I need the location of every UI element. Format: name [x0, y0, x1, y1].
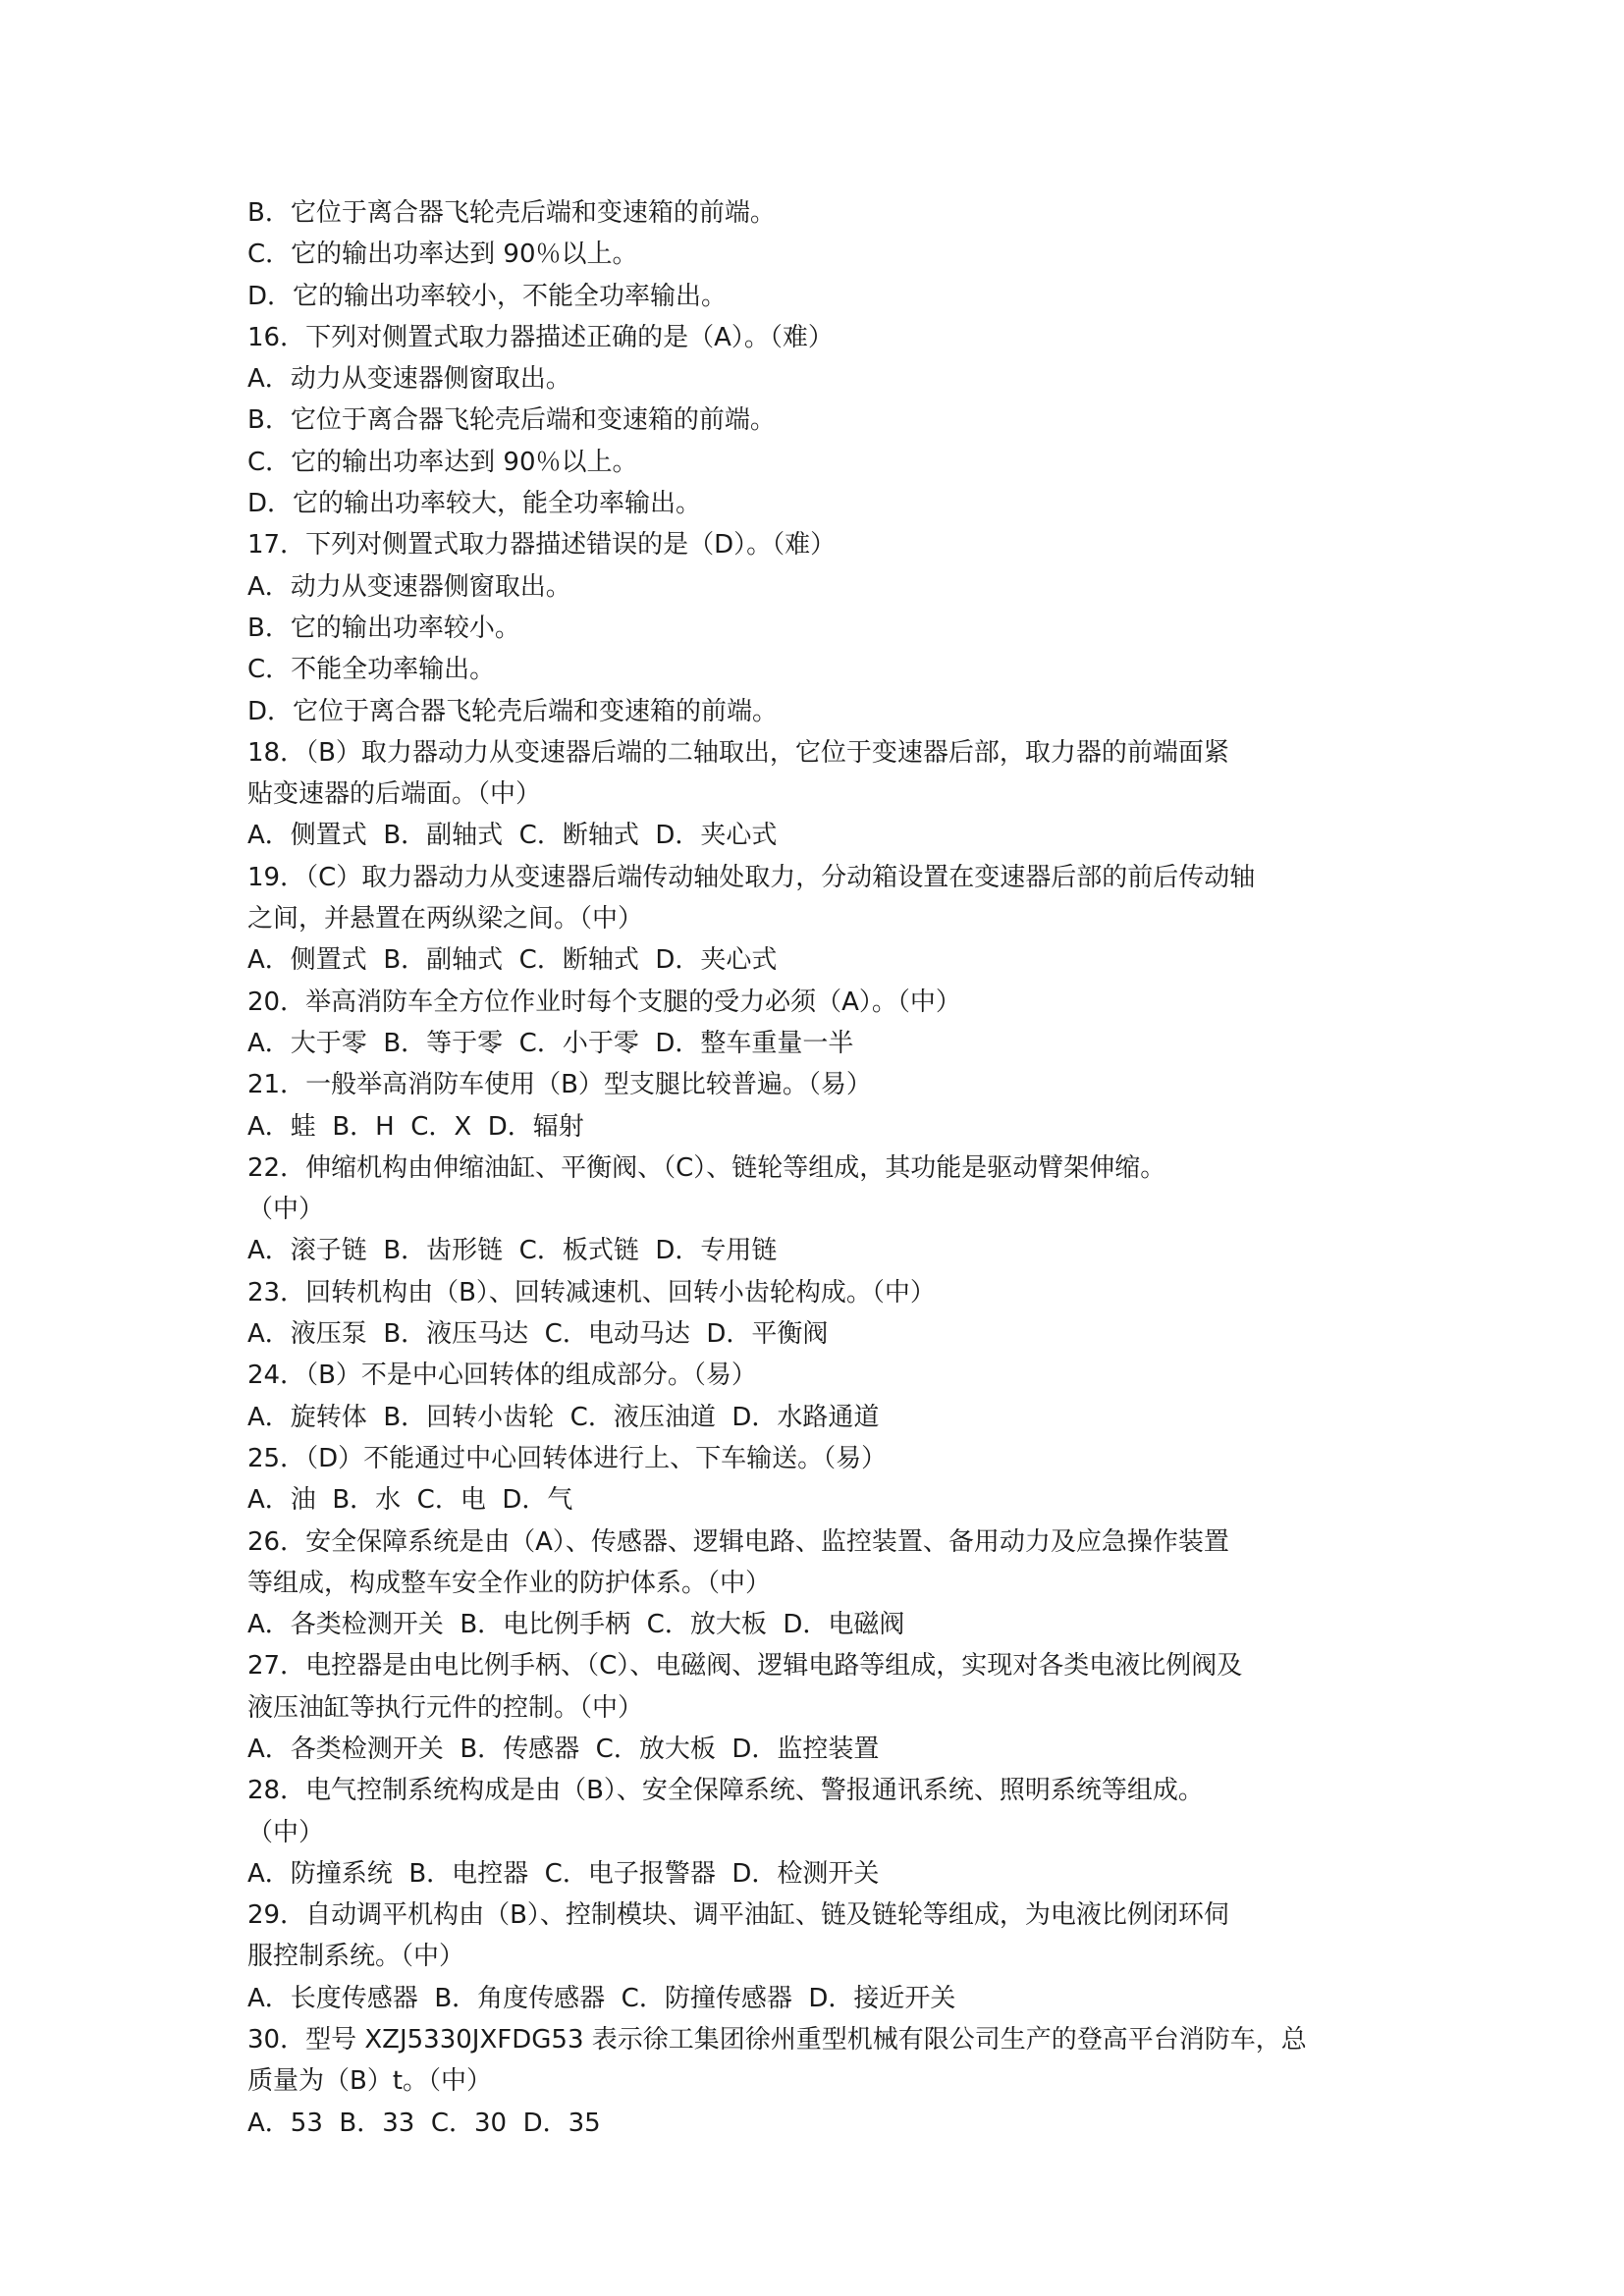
question-18: 18．（B）取力器动力从变速器后端的二轴取出，它位于变速器后部，取力器的前端面紧 — [247, 737, 1229, 768]
question-30: 30．型号 XZJ5330JXFDG53 表示徐工集团徐州重型机械有限公司生产的登高平台消防车，总 — [247, 2025, 1307, 2056]
question-22: 22．伸缩机构由伸缩油缸、平衡阀、（C）、链轮等组成，其功能是驱动臂架伸缩。 — [247, 1152, 1166, 1183]
text-line: B．它位于离合器飞轮壳后端和变速箱的前端。 — [247, 198, 776, 228]
text-line: B．它位于离合器飞轮壳后端和变速箱的前端。 — [247, 405, 776, 436]
text-line: A．动力从变速器侧窗取出。 — [247, 571, 571, 602]
text-line: C．它的输出功率达到 90％以上。 — [247, 447, 638, 477]
question-16: 16．下列对侧置式取力器描述正确的是（A）。（难） — [247, 322, 834, 352]
text-line: （中） — [247, 1817, 325, 1847]
question-21: 21．一般举高消防车使用（B）型支腿比较普遍。（易） — [247, 1070, 872, 1100]
answer-options: A．滚子链 B．齿形链 C．板式链 D．专用链 — [247, 1236, 778, 1266]
text-line: 质量为（B）t。（中） — [247, 2066, 493, 2097]
text-line: C．它的输出功率达到 90％以上。 — [247, 240, 638, 270]
text-line: 服控制系统。（中） — [247, 1942, 465, 1972]
text-line: A．动力从变速器侧窗取出。 — [247, 364, 571, 395]
answer-options: A．旋转体 B．回转小齿轮 C．液压油道 D．水路通道 — [247, 1402, 880, 1432]
text-line: D．它的输出功率较大，能全功率输出。 — [247, 489, 702, 519]
question-24: 24．（B）不是中心回转体的组成部分。（易） — [247, 1361, 757, 1391]
answer-options: A．液压泵 B．液压马达 C．电动马达 D．平衡阀 — [247, 1319, 829, 1350]
text-line: 之间，并悬置在两纵梁之间。（中） — [247, 904, 644, 934]
question-25: 25．（D）不能通过中心回转体进行上、下车输送。（易） — [247, 1443, 888, 1473]
question-28: 28．电气控制系统构成是由（B）、安全保障系统、警报通讯系统、照明系统等组成。 — [247, 1776, 1204, 1806]
text-line: 等组成，构成整车安全作业的防护体系。（中） — [247, 1568, 772, 1598]
document-body — [247, 192, 1406, 2144]
question-20: 20．举高消防车全方位作业时每个支腿的受力必须（A）。（中） — [247, 987, 961, 1017]
question-23: 23．回转机构由（B）、回转减速机、回转小齿轮构成。（中） — [247, 1277, 936, 1308]
text-line: （中） — [247, 1195, 325, 1225]
text-line: B．它的输出功率较小。 — [247, 613, 520, 643]
question-17: 17．下列对侧置式取力器描述错误的是（D）。（难） — [247, 530, 837, 561]
answer-options: A．防撞系统 B．电控器 C．电子报警器 D．检测开关 — [247, 1858, 880, 1889]
answer-options: A．长度传感器 B．角度传感器 C．防撞传感器 D．接近开关 — [247, 1983, 956, 2013]
answer-options: A．大于零 B．等于零 C．小于零 D．整车重量一半 — [247, 1028, 854, 1058]
question-29: 29．自动调平机构由（B）、控制模块、调平油缸、链及链轮等组成，为电液比例闭环伺 — [247, 1900, 1229, 1931]
answer-options: A．侧置式 B．副轴式 C．断轴式 D．夹心式 — [247, 821, 778, 851]
answer-options: A．油 B．水 C．电 D．气 — [247, 1485, 573, 1516]
text-line: 液压油缸等执行元件的控制。（中） — [247, 1692, 644, 1723]
answer-options: A．蛙 B．H C．X D．辐射 — [247, 1111, 584, 1142]
question-27: 27．电控器是由电比例手柄、（C）、电磁阀、逻辑电路等组成，实现对各类电液比例阀及 — [247, 1651, 1243, 1682]
question-19: 19．（C）取力器动力从变速器后端传动轴处取力，分动箱设置在变速器后部的前后传动轴 — [247, 862, 1256, 892]
text-line: D．它位于离合器飞轮壳后端和变速箱的前端。 — [247, 696, 779, 726]
answer-options: A．侧置式 B．副轴式 C．断轴式 D．夹心式 — [247, 945, 778, 976]
text-line: D．它的输出功率较小，不能全功率输出。 — [247, 281, 728, 311]
text-line: 贴变速器的后端面。（中） — [247, 779, 542, 810]
answer-options: A．53 B．33 C．30 D．35 — [247, 2108, 601, 2138]
answer-options: A．各类检测开关 B．传感器 C．放大板 D．监控装置 — [247, 1734, 880, 1764]
question-26: 26．安全保障系统是由（A）、传感器、逻辑电路、监控装置、备用动力及应急操作装置 — [247, 1526, 1229, 1557]
text-line: C．不能全功率输出。 — [247, 655, 496, 685]
answer-options: A．各类检测开关 B．电比例手柄 C．放大板 D．电磁阀 — [247, 1610, 905, 1640]
